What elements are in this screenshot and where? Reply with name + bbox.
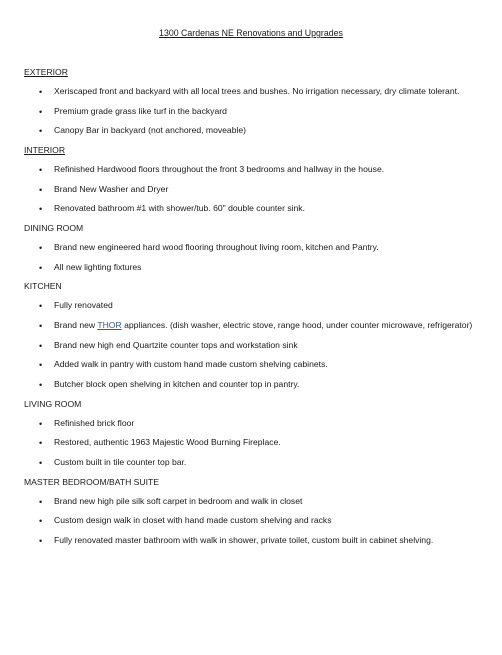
bullet-list xyxy=(24,163,478,216)
list-item: • All new lighting fixtures xyxy=(24,261,478,275)
list-item: • Butcher block open shelving in kitchen and counter top in pantry. xyxy=(24,378,478,392)
list-item: • Brand New Washer and Dryer xyxy=(24,183,478,197)
list-item: • Brand new high end Quartzite counter tops and workstation sink xyxy=(24,339,478,353)
list-item: • Xeriscaped front and backyard with all local trees and bushes. No irrigation necessary, dry climate tolerant. xyxy=(24,85,478,99)
section-heading: INTERIOR xyxy=(24,145,66,155)
list-item: • Brand new engineered hard wood flooring throughout living room, kitchen and Pantry. xyxy=(24,241,478,255)
item-text: Brand new xyxy=(54,319,98,330)
list-item: • Custom design walk in closet with hand made custom shelving and racks xyxy=(24,514,478,528)
bullet-list xyxy=(24,241,478,275)
section-heading: KITCHEN xyxy=(24,281,62,292)
list-item: • Custom built in tile counter top bar. xyxy=(24,456,478,470)
page-title: 1300 Cardenas NE Renovations and Upgrades xyxy=(159,28,343,38)
list-item: • Refinished Hardwood floors throughout the front 3 bedrooms and hallway in the house. xyxy=(24,163,478,177)
list-item: • Refinished brick floor xyxy=(24,417,478,431)
section-living-room xyxy=(24,398,478,470)
section-master-bedroom-bath-suite xyxy=(24,476,478,548)
bullet-list xyxy=(24,495,478,548)
list-item: • Added walk in pantry with custom hand made custom shelving cabinets. xyxy=(24,358,478,372)
thor-link[interactable]: THOR xyxy=(97,319,122,330)
list-item: • Brand new high pile silk soft carpet in bedroom and walk in closet xyxy=(24,495,478,509)
item-text: appliances. (dish washer, electric stove, range hood, under counter microwave, refrigerator) xyxy=(121,319,473,330)
list-item: • Canopy Bar in backyard (not anchored, moveable) xyxy=(24,124,478,138)
list-item: • Fully renovated master bathroom with walk in shower, private toilet, custom built in cabinet shelving. xyxy=(24,534,478,548)
section-kitchen xyxy=(24,280,478,392)
section-exterior xyxy=(24,66,478,138)
section-interior xyxy=(24,144,478,216)
list-item: • Premium grade grass like turf in the backyard xyxy=(24,105,478,119)
list-item: • Fully renovated xyxy=(24,299,478,313)
section-heading: MASTER BEDROOM/BATH SUITE xyxy=(24,476,159,487)
list-item xyxy=(24,319,478,333)
list-item: • Renovated bathroom #1 with shower/tub. 60" double counter sink. xyxy=(24,202,478,216)
document-body xyxy=(24,66,478,554)
list-item: • Restored, authentic 1963 Majestic Wood Burning Fireplace. xyxy=(24,436,478,450)
section-heading: LIVING ROOM xyxy=(24,398,82,409)
bullet-list xyxy=(24,85,478,138)
section-dining-room xyxy=(24,222,478,274)
section-heading: EXTERIOR xyxy=(24,67,68,77)
bullet-list xyxy=(24,299,478,392)
section-heading: DINING ROOM xyxy=(24,223,84,233)
bullet-list xyxy=(24,417,478,470)
